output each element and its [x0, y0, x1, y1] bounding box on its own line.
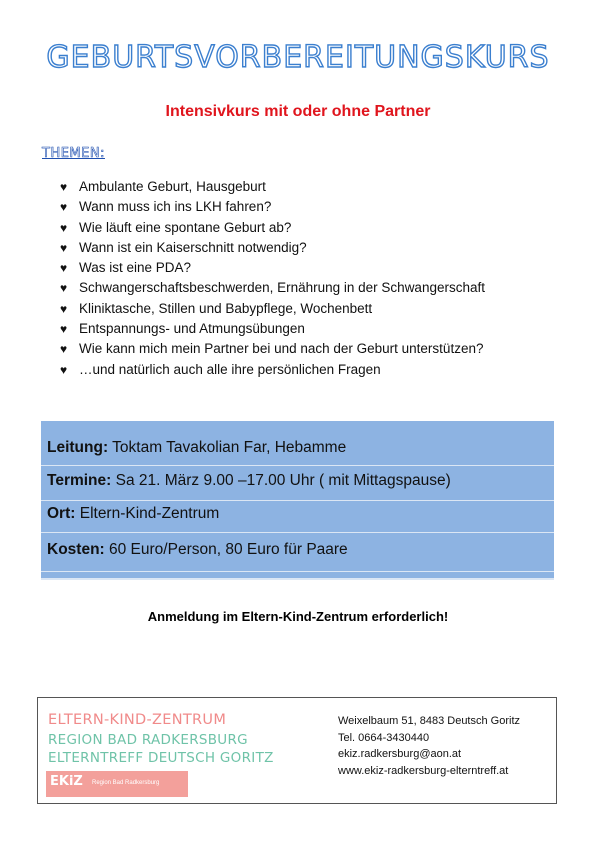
website: www.ekiz-radkersburg-elterntreff.at [338, 764, 509, 777]
leitung-row [41, 439, 554, 457]
contact-info [338, 713, 520, 779]
divider [41, 465, 554, 466]
list-item: ♥ Was ist eine PDA? [60, 258, 485, 278]
heart-icon: ♥ [60, 220, 68, 235]
org-region: REGION BAD RADKERSBURG [48, 732, 248, 748]
course-info-box [41, 421, 554, 580]
topics-list [60, 177, 485, 380]
ekiz-logo [46, 771, 188, 797]
footer-box [37, 697, 557, 804]
termine-label: Termine: [47, 472, 112, 489]
heart-icon: ♥ [60, 240, 68, 255]
leitung-label: Leitung: [47, 439, 109, 456]
heart-icon: ♥ [60, 342, 68, 357]
divider [41, 532, 554, 533]
page-title: GEBURTSVORBEREITUNGSKURS [46, 40, 550, 75]
heart-icon: ♥ [60, 180, 68, 194]
kosten-row [41, 541, 554, 559]
address: Weixelbaum 51, 8483 Deutsch Goritz [338, 715, 520, 727]
heart-icon: ♥ [60, 200, 68, 215]
list-item: ♥ Kliniktasche, Stillen und Babypflege, Wochenbett [60, 299, 485, 319]
divider [41, 571, 554, 572]
ort-label: Ort: [47, 505, 76, 522]
list-item: ♥ …und natürlich auch alle ihre persönlichen Fragen [60, 360, 485, 380]
kosten-value: 60 Euro/Person, 80 Euro für Paare [104, 541, 348, 558]
heart-icon: ♥ [60, 261, 68, 276]
ort-value: Eltern-Kind-Zentrum [75, 505, 220, 522]
list-item: ♥ Wie läuft eine spontane Geburt ab? [60, 218, 485, 238]
heart-icon: ♥ [60, 362, 68, 377]
list-item: ♥ Ambulante Geburt, Hausgeburt [60, 177, 485, 197]
page-subtitle: Intensivkurs mit oder ohne Partner [165, 103, 431, 120]
org-name: ELTERN-KIND-ZENTRUM [48, 712, 227, 728]
logo-text: EKiZ [50, 774, 83, 789]
termine-value: Sa 21. März 9.00 –17.00 Uhr ( mit Mittagspause) [111, 472, 451, 489]
termine-row [41, 472, 554, 490]
email: ekiz.radkersburg@aon.at [338, 748, 462, 760]
registration-note: Anmeldung im Eltern-Kind-Zentrum erforderlich! [147, 609, 449, 624]
org-elterntreff: ELTERNTREFF DEUTSCH GORITZ [48, 750, 274, 766]
logo-subtext: Region Bad Radkersburg [92, 780, 160, 786]
topics-heading: THEMEN: [42, 146, 105, 161]
kosten-label: Kosten: [47, 541, 105, 558]
heart-icon: ♥ [60, 322, 68, 337]
list-item: ♥ Wann ist ein Kaiserschnitt notwendig? [60, 238, 485, 258]
list-item: ♥ Schwangerschaftsbeschwerden, Ernährung in der Schwangerschaft [60, 278, 485, 298]
divider [41, 500, 554, 501]
list-item: ♥ Entspannungs- und Atmungsübungen [60, 319, 485, 339]
ort-row [41, 505, 554, 523]
heart-icon: ♥ [60, 301, 68, 316]
phone: Tel. 0664-3430440 [338, 731, 430, 744]
leitung-value: Toktam Tavakolian Far, Hebamme [108, 439, 347, 456]
list-item: ♥ Wann muss ich ins LKH fahren? [60, 197, 485, 217]
list-item: ♥ Wie kann mich mein Partner bei und nach der Geburt unterstützen? [60, 339, 485, 359]
heart-icon: ♥ [60, 281, 68, 296]
